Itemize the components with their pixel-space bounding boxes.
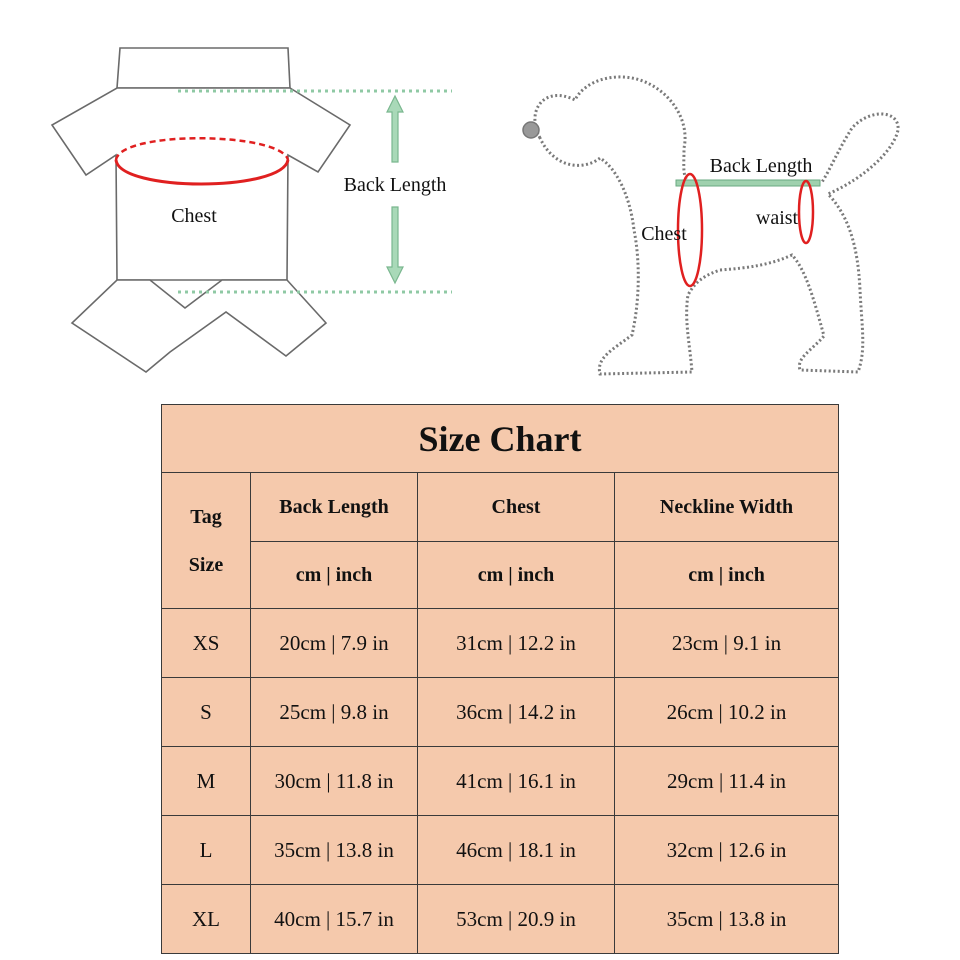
neckline-width-cell: 23cm | 9.1 in: [615, 609, 839, 678]
chest-cell: 36cm | 14.2 in: [418, 678, 615, 747]
chest-header: Chest: [418, 473, 615, 542]
chest-unit: cm | inch: [418, 542, 615, 609]
size-cell: XS: [162, 609, 251, 678]
back-length-cell: 40cm | 15.7 in: [251, 885, 418, 954]
back-length-cell: 20cm | 7.9 in: [251, 609, 418, 678]
dog-outline: [535, 77, 898, 374]
tag-header-line1: Tag: [190, 505, 222, 528]
garment-chest-label: Chest: [171, 205, 217, 227]
back-length-unit: cm | inch: [251, 542, 418, 609]
dog-back-length-label: Back Length: [709, 155, 813, 177]
dog-diagram: [480, 0, 960, 400]
garment-back-length-label: Back Length: [343, 174, 447, 196]
garment-diagram: [0, 0, 480, 400]
tag-size-header: [162, 473, 251, 609]
neckline-width-unit: cm | inch: [615, 542, 839, 609]
table-row: [162, 885, 839, 954]
chest-cell: 53cm | 20.9 in: [418, 885, 615, 954]
back-length-cell: 30cm | 11.8 in: [251, 747, 418, 816]
back-length-header: Back Length: [251, 473, 418, 542]
neckline-width-cell: 35cm | 13.8 in: [615, 885, 839, 954]
table-row: [162, 747, 839, 816]
dog-chest-label: Chest: [641, 223, 687, 245]
back-length-cell: 25cm | 9.8 in: [251, 678, 418, 747]
size-cell: L: [162, 816, 251, 885]
neckline-width-cell: 26cm | 10.2 in: [615, 678, 839, 747]
neckline-width-header: Neckline Width: [615, 473, 839, 542]
units-row: [162, 542, 839, 609]
size-cell: XL: [162, 885, 251, 954]
table-row: [162, 609, 839, 678]
chest-cell: 41cm | 16.1 in: [418, 747, 615, 816]
tag-header-line2: Size: [188, 553, 224, 576]
neckline-width-cell: 29cm | 11.4 in: [615, 747, 839, 816]
chest-cell: 46cm | 18.1 in: [418, 816, 615, 885]
size-chart-title: Size Chart: [162, 405, 839, 473]
dog-nose-icon: [523, 122, 539, 138]
size-cell: S: [162, 678, 251, 747]
title-row: [162, 405, 839, 473]
table-row: [162, 678, 839, 747]
header-row: [162, 473, 839, 542]
neckline-width-cell: 32cm | 12.6 in: [615, 816, 839, 885]
size-cell: M: [162, 747, 251, 816]
back-length-cell: 35cm | 13.8 in: [251, 816, 418, 885]
table-row: [162, 816, 839, 885]
dog-waist-label: waist: [755, 207, 799, 229]
chest-cell: 31cm | 12.2 in: [418, 609, 615, 678]
size-chart-table: [161, 404, 839, 954]
